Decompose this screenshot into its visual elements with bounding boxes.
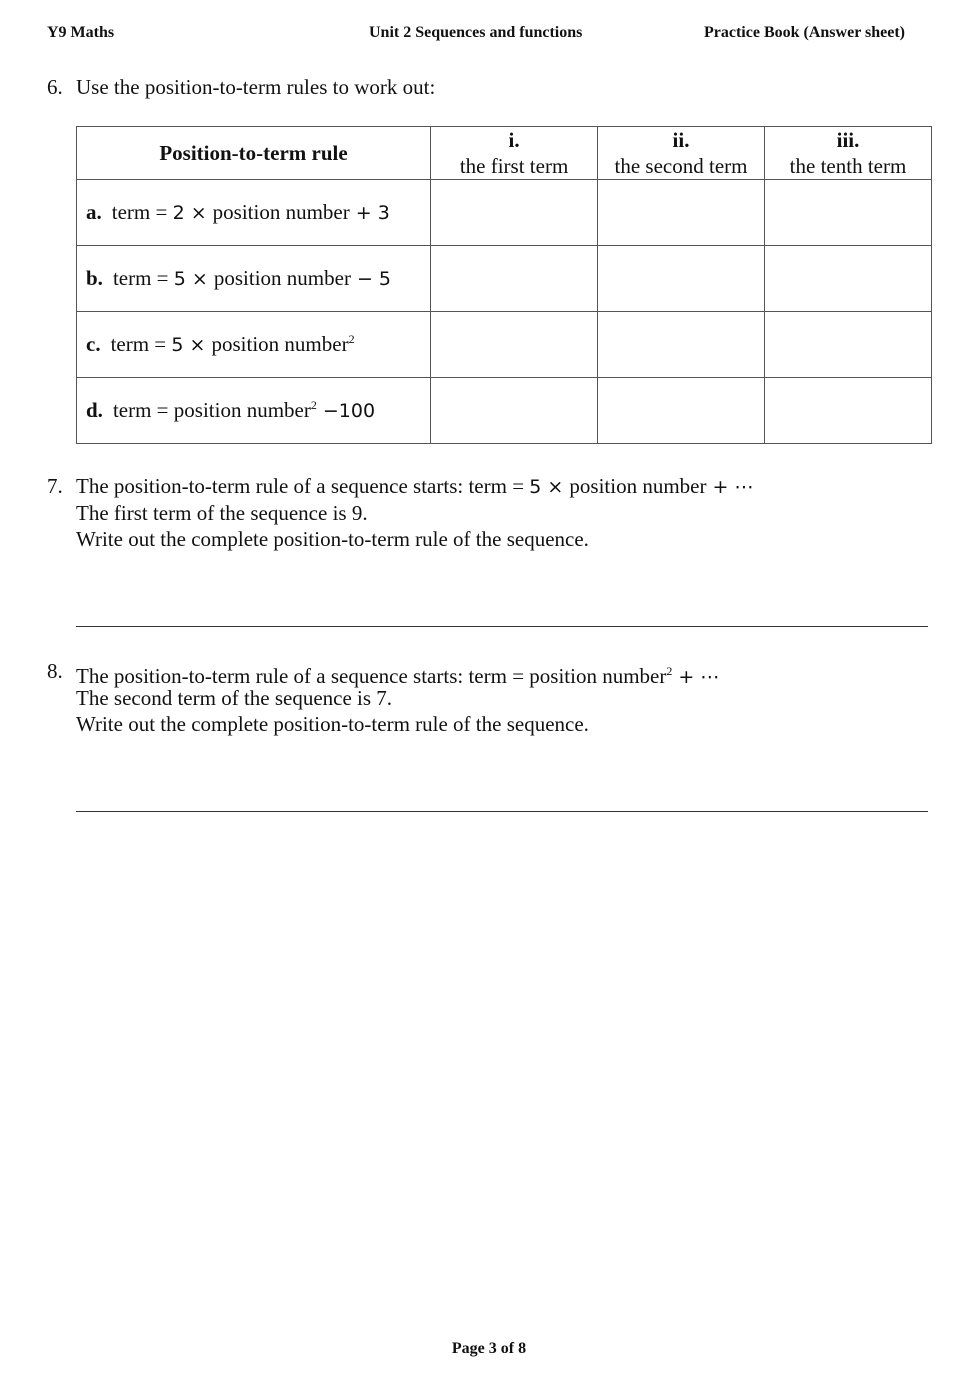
rule-text: term = [110,332,172,356]
question-math: + ⋯ [672,666,720,688]
rule-text: term = [111,200,173,224]
table-row [77,378,932,444]
table-header-row [77,127,932,180]
table-row [77,246,932,312]
rule-superscript: 2 [310,398,317,412]
answer-cell-second-term[interactable] [598,378,765,444]
header-book: Practice Book (Answer sheet) [704,24,905,41]
answer-cell-second-term[interactable] [598,312,765,378]
table-row [77,180,932,246]
rule-cell [77,180,431,246]
rule-math: −100 [316,400,376,422]
answer-cell-second-term[interactable] [598,180,765,246]
question-number: 8. [47,659,63,683]
answer-cell-tenth-term[interactable] [765,246,932,312]
rule-text: position number [173,398,311,422]
answer-line-q7[interactable] [76,626,928,627]
rule-text: term = [112,266,174,290]
rule-math: 2 × [172,202,213,224]
question-line-3: Write out the complete position-to-term rule of the sequence. [76,712,589,736]
answer-cell-first-term[interactable] [431,312,598,378]
answer-line-q8[interactable] [76,811,928,812]
rule-math: 5 × [173,268,214,290]
column-numeral: iii. [836,128,860,152]
question-line-3: Write out the complete position-to-term rule of the sequence. [76,527,589,551]
column-numeral: i. [508,128,520,152]
column-label: the second term [614,154,748,178]
row-letter: d. [86,398,103,422]
rule-text: term = [112,398,174,422]
question-text: position number [569,474,707,498]
question-text: The position-to-term rule of a sequence starts: term = position number [76,664,667,688]
rule-math: 5 × [171,334,212,356]
question-math: + ⋯ [706,476,754,498]
rule-cell [77,312,431,378]
answer-cell-tenth-term[interactable] [765,378,932,444]
rule-math: + 3 [349,202,390,224]
rules-table [76,126,932,444]
rule-math: − 5 [350,268,392,290]
page-number: Page 3 of 8 [451,1340,527,1357]
row-letter: b. [86,266,103,290]
question-math: 5 × [529,476,570,498]
column-label: the tenth term [789,154,907,178]
rule-text: position number [213,266,351,290]
question-text: The position-to-term rule of a sequence starts: term = [76,474,530,498]
answer-cell-first-term[interactable] [431,180,598,246]
question-number: 7. [47,474,63,498]
column-header-second-term [598,127,765,180]
answer-cell-first-term[interactable] [431,378,598,444]
column-header-first-term [431,127,598,180]
question-number: 6. [47,75,63,99]
row-letter: a. [86,200,102,224]
column-numeral: ii. [672,128,690,152]
answer-cell-first-term[interactable] [431,246,598,312]
question-prompt: Use the position-to-term rules to work out: [76,75,436,99]
question-line-2: The second term of the sequence is 7. [76,685,393,710]
rule-text: position number [211,332,349,356]
question-line-1 [76,473,753,500]
rule-superscript: 2 [348,332,355,346]
question-line-2: The first term of the sequence is 9. [76,500,368,525]
column-label: the first term [459,154,569,178]
answer-cell-second-term[interactable] [598,246,765,312]
question-superscript: 2 [666,664,673,678]
table-row [77,312,932,378]
row-letter: c. [86,332,101,356]
question-line-1 [76,658,720,688]
header-subject: Y9 Maths [47,24,115,41]
header-unit: Unit 2 Sequences and functions [369,24,583,41]
column-header-tenth-term [765,127,932,180]
rule-column-header: Position-to-term rule [77,127,431,180]
rule-text: position number [212,200,350,224]
answer-cell-tenth-term[interactable] [765,312,932,378]
answer-cell-tenth-term[interactable] [765,180,932,246]
rule-cell [77,378,431,444]
rule-cell [77,246,431,312]
